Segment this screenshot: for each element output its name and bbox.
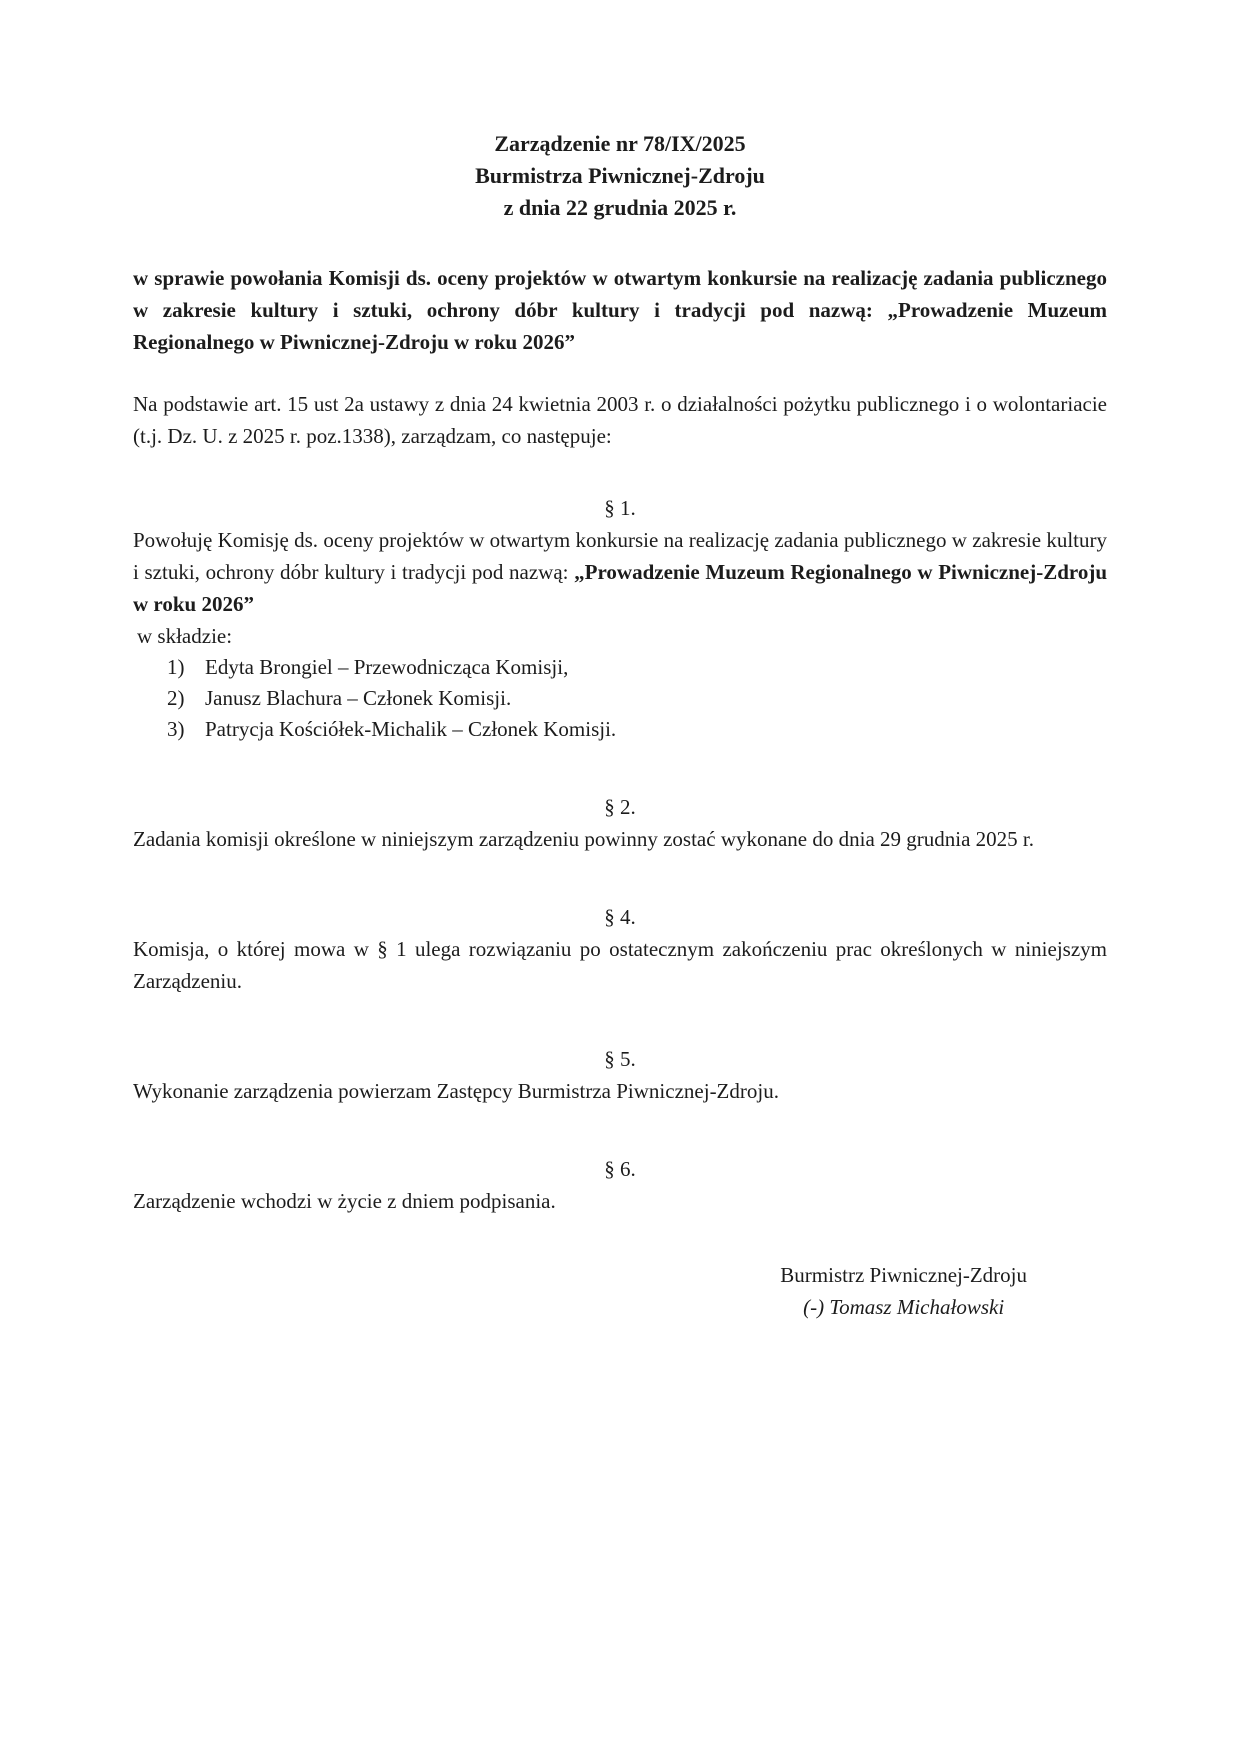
section-6	[133, 1153, 1107, 1217]
list-item-marker: 2)	[167, 686, 185, 710]
section-5-heading: § 5.	[604, 1047, 636, 1071]
section-5	[133, 1043, 1107, 1107]
list-item	[167, 714, 1107, 745]
list-item	[167, 652, 1107, 683]
section-4-heading: § 4.	[604, 905, 636, 929]
section-1-members-intro: w składzie:	[137, 624, 233, 648]
signature-title: Burmistrz Piwnicznej-Zdroju	[780, 1263, 1027, 1287]
signature-name: (-) Tomasz Michałowski	[803, 1295, 1005, 1319]
signature-block	[780, 1259, 1027, 1323]
legal-basis-paragraph: Na podstawie art. 15 ust 2a ustawy z dnia 24 kwietnia 2003 r. o działalności pożytku publicznego i o wolontariacie (t.j. Dz. U. z 2025 r. poz.1338), zarządzam, co następuje:	[133, 392, 1107, 448]
section-1	[133, 492, 1107, 745]
list-item-marker: 1)	[167, 655, 185, 679]
list-item	[167, 683, 1107, 714]
title-line-date: z dnia 22 grudnia 2025 r.	[503, 195, 737, 220]
section-1-heading: § 1.	[604, 496, 636, 520]
document-title	[133, 128, 1107, 224]
list-item-text: Edyta Brongiel – Przewodnicząca Komisji,	[205, 655, 569, 679]
title-line-issuer: Burmistrza Piwnicznej-Zdroju	[475, 163, 765, 188]
committee-members-list	[133, 652, 1107, 745]
section-1-task-name: „Prowadzenie Muzeum Regionalnego w Piwnicznej-Zdroju w roku 2026”	[133, 560, 1107, 616]
list-item-text: Janusz Blachura – Członek Komisji.	[205, 686, 512, 710]
section-6-heading: § 6.	[604, 1157, 636, 1181]
subject-paragraph: w sprawie powołania Komisji ds. oceny projektów w otwartym konkursie na realizację zadania publicznego w zakresie kultury i sztuki, ochrony dóbr kultury i tradycji pod nazwą: „Prowadzenie Muzeum Regionalnego w Piwnicznej-Zdroju w roku 2026”	[133, 266, 1107, 354]
section-1-body-text: Powołuję Komisję ds. oceny projektów w otwartym konkursie na realizację zadania publicznego w zakresie kultury i sztuki, ochrony dóbr kultury i tradycji pod nazwą:	[133, 528, 1107, 584]
section-4	[133, 901, 1107, 997]
title-line-ordinance-number: Zarządzenie nr 78/IX/2025	[494, 131, 746, 156]
list-item-text: Patrycja Kościółek-Michalik – Członek Komisji.	[205, 717, 617, 741]
list-item-marker: 3)	[167, 717, 185, 741]
section-4-body: Komisja, o której mowa w § 1 ulega rozwiązaniu po ostatecznym zakończeniu prac określonych w niniejszym Zarządzeniu.	[133, 937, 1107, 993]
section-2-heading: § 2.	[604, 795, 636, 819]
section-2	[133, 791, 1107, 855]
section-6-body: Zarządzenie wchodzi w życie z dniem podpisania.	[133, 1189, 556, 1213]
section-1-body	[133, 524, 1107, 620]
section-5-body: Wykonanie zarządzenia powierzam Zastępcy Burmistrza Piwnicznej-Zdroju.	[133, 1079, 779, 1103]
section-2-body: Zadania komisji określone w niniejszym zarządzeniu powinny zostać wykonane do dnia 29 grudnia 2025 r.	[133, 827, 1035, 851]
